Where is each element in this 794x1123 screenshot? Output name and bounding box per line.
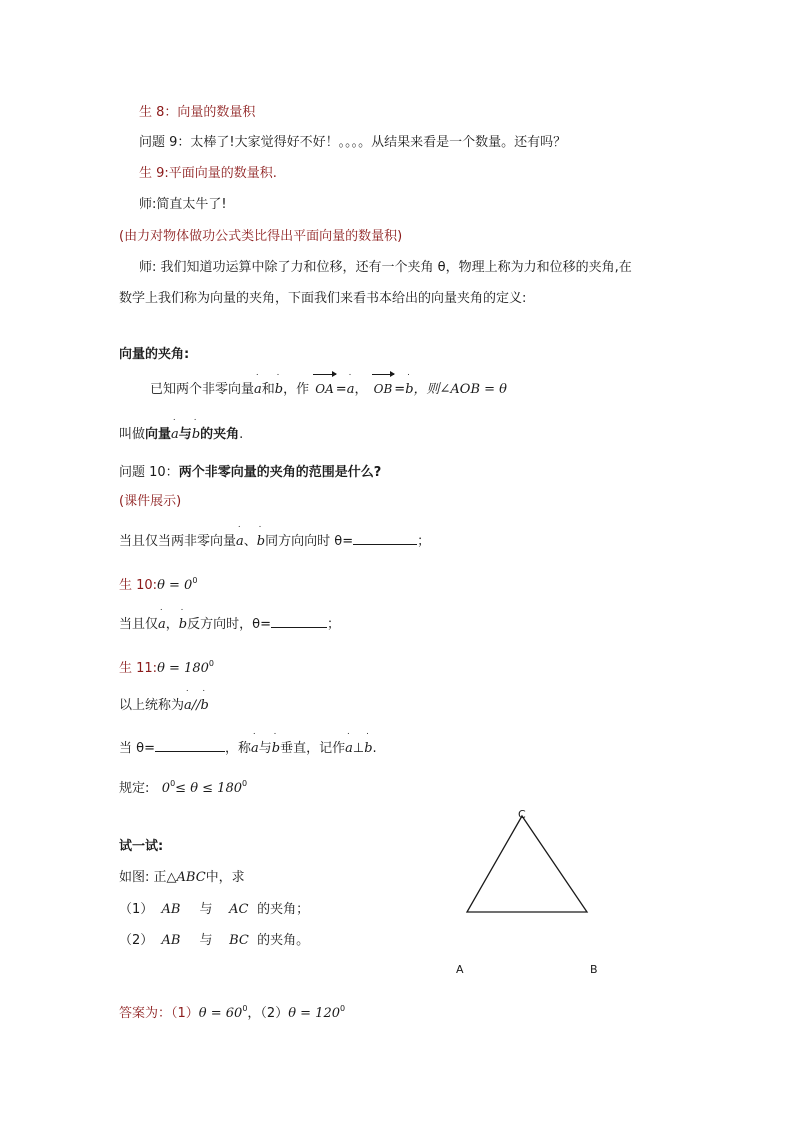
teacher-paragraph-line-1 <box>139 259 632 277</box>
exercise-2-line: （2） AB 与 BC 的夹角。 <box>119 933 310 948</box>
question-9-line <box>139 134 566 152</box>
teacher-paragraph-line-2 <box>119 290 526 308</box>
student-9-line <box>139 165 277 183</box>
angle-definition-heading <box>119 346 189 364</box>
teacher-paragraph-text-2: 数学上我们称为向量的夹角，下面我们来看书本给出的向量夹角的定义: <box>119 291 527 306</box>
teacher-text-1: 师:简直太牛了! <box>139 197 227 212</box>
student-8-line <box>139 104 255 122</box>
triangle-outline <box>467 816 587 912</box>
vector-b-3: ˙ b <box>191 419 201 442</box>
angle-aob-equation: ，则∠AOB = θ <box>413 382 507 397</box>
parallel-line: 以上统称为 ˙ a// ˙ b <box>119 690 209 713</box>
vector-b-2: ˙ b <box>405 374 414 397</box>
student-10-line: 生 10:θ = $0^0$ <box>119 576 198 593</box>
answer-blank <box>155 738 225 752</box>
teacher-line-1 <box>139 196 227 214</box>
answer-blank <box>353 531 417 545</box>
vector-b: ˙ b <box>274 374 284 397</box>
question-10-text: 两个非零向量的夹角的范围是什么? <box>178 465 382 480</box>
question-9-text: 问题 9：太棒了!大家觉得好不好！。。。。从结果来看是一个数量。还有吗？ <box>139 135 567 150</box>
perpendicular-line: 当 θ= ，称 ˙ a与 ˙ b垂直，记作 ˙ a⊥ ˙ b. <box>119 733 377 756</box>
courseware-note: (课件展示) <box>119 494 182 509</box>
named-angle-line: 叫做向量 ˙ a与 ˙ b的夹角. <box>119 419 244 442</box>
definition-line: 已知两个非零向量 ˙ a和 ˙ b，作 OA = ˙ a， OB = ˙ b，则∠AOB = θ <box>150 374 507 397</box>
exercise-intro-line: 如图: 正△ABC中，求 <box>119 870 245 885</box>
analogy-note-text: (由力对物体做功公式类比得出平面向量的数量积) <box>119 229 403 244</box>
student-8-text: 生 8：向量的数量积 <box>139 105 256 120</box>
vertex-label-c: C <box>518 808 526 821</box>
vector-ab-2: AB <box>161 933 181 948</box>
question-10-line: 问题 10：两个非零向量的夹角的范围是什么? <box>119 465 382 480</box>
analogy-note <box>119 228 402 246</box>
vector-a: ˙ a <box>254 374 262 397</box>
triangle-figure <box>460 808 600 928</box>
same-direction-line: 当且仅当两非零向量 ˙ a、 ˙ b同方向向时 θ= ； <box>119 526 431 549</box>
angle-definition-heading-text: 向量的夹角: <box>119 347 190 362</box>
exercise-1-line: （1） AB 与 AC 的夹角； <box>119 902 310 917</box>
vertex-label-b: B <box>590 963 598 976</box>
vector-bc: BC <box>229 933 249 948</box>
vector-a-3: ˙ a <box>171 419 179 442</box>
definition-text-1: 已知两个非零向量 <box>150 382 255 397</box>
answer-blank <box>271 614 327 628</box>
student-9-text: 生 9:平面向量的数量积. <box>139 166 277 181</box>
teacher-paragraph-text-1: 师: 我们知道功运算中除了力和位移，还有一个夹角 θ，物理上称为力和位移的夹角,在 <box>139 260 632 275</box>
try-it-heading: 试一试: <box>119 839 164 854</box>
vector-ab: AB <box>161 902 181 917</box>
vector-ac: AC <box>229 902 249 917</box>
vertex-label-a: A <box>456 963 464 976</box>
vector-a-2: ˙ a <box>346 374 355 397</box>
student-11-line: 生 11:θ = $180^0$ <box>119 659 214 676</box>
answer-line: 答案为：$(1)\theta = 60^0$，$(2)\theta = 120^0$ <box>119 1004 346 1021</box>
vector-oa: OA <box>313 380 336 398</box>
vector-ob: OB <box>372 380 395 398</box>
opposite-direction-line: 当且仅 ˙ a， ˙ b反方向时，θ= ； <box>119 609 340 632</box>
triangle-abc-label: △ABC <box>166 870 206 885</box>
rule-line: 规定: $0^0\le \theta \le 180^0$ <box>119 779 248 796</box>
